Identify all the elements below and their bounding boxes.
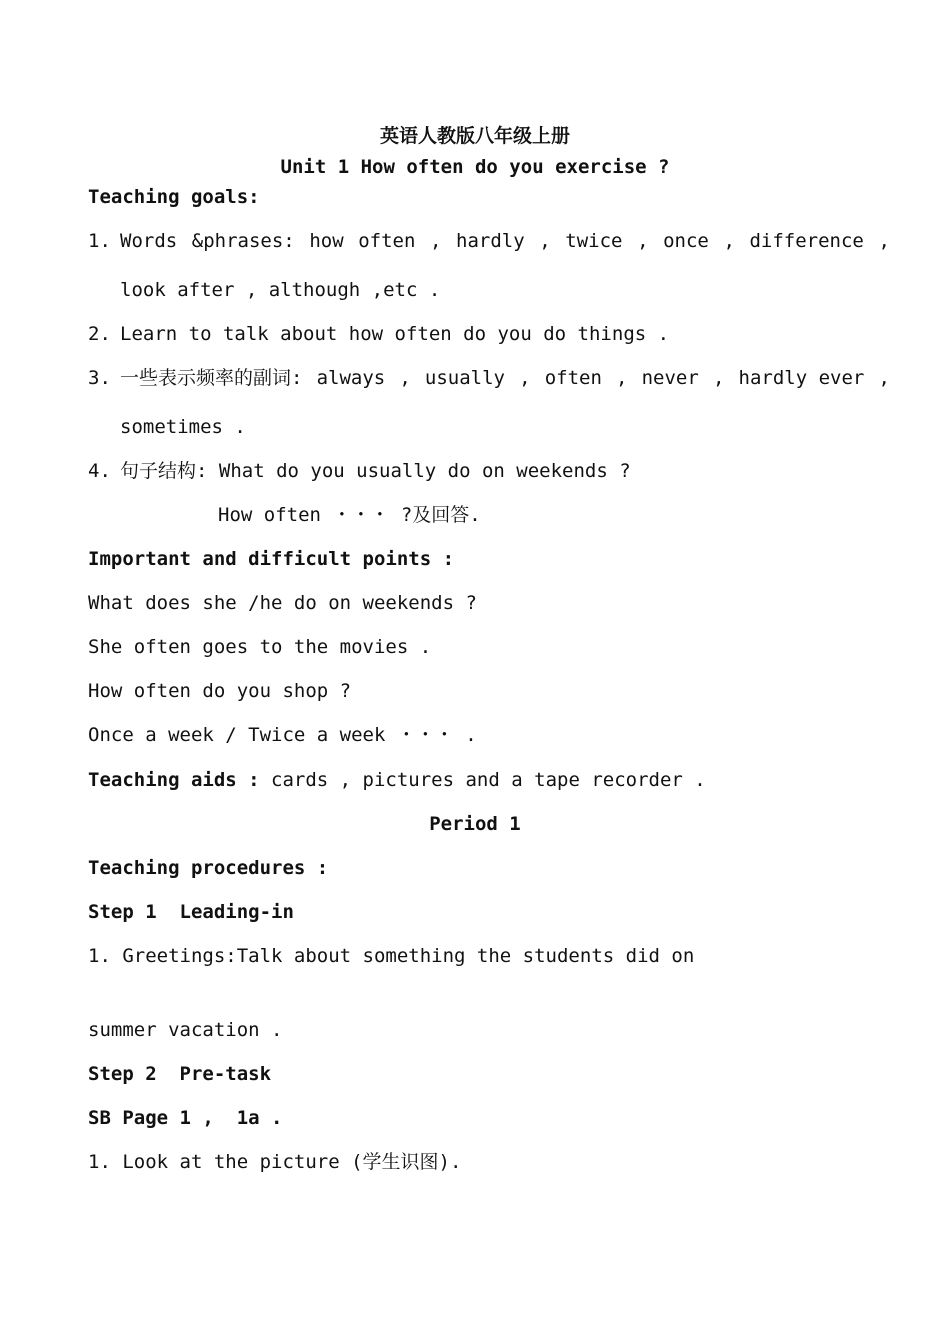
goal-3-token: never: [641, 367, 699, 389]
goal-2-text: Learn to talk about how often do you do things .: [120, 323, 670, 345]
goal-3-token: ,: [519, 367, 531, 389]
goal-3-token: hardly ever: [738, 367, 865, 389]
goal-1-token: &phrases:: [191, 230, 295, 252]
teaching-aids-text: cards , pictures and a tape recorder .: [259, 769, 706, 791]
goal-4-line-1: 句子结构: What do you usually do on weekends ?: [120, 460, 631, 482]
teaching-aids-line: [88, 768, 706, 792]
important-point-line: Once a week / Twice a week ・・・ .: [88, 724, 477, 746]
goal-1-token: hardly: [456, 230, 525, 252]
goal-3-token: ,: [399, 367, 411, 389]
teaching-aids-label: Teaching aids :: [88, 769, 260, 791]
goal-4-line-2: How often ・・・ ?及回答.: [218, 504, 481, 526]
important-point-line: What does she /he do on weekends ?: [88, 592, 477, 614]
goal-3-line-1: [120, 366, 890, 390]
goal-1-line-1: [120, 229, 890, 253]
goal-3-token: ,: [712, 367, 725, 389]
goal-1-token: twice: [565, 230, 623, 252]
goal-1-token: often: [358, 230, 416, 252]
step-1-item-continued: summer vacation .: [88, 1019, 283, 1041]
goal-3-token: ,: [878, 367, 890, 389]
sb-page-reference: SB Page 1 , 1a .: [88, 1107, 283, 1129]
unit-title: Unit 1 How often do you exercise ?: [280, 156, 670, 178]
step-2-item: 1. Look at the picture (学生识图).: [88, 1151, 462, 1173]
goal-1-number: 1.: [88, 230, 111, 252]
goal-3-token: often: [544, 367, 602, 389]
goal-1-token: Words: [120, 230, 178, 252]
goal-4-number: 4.: [88, 460, 111, 482]
goal-1-line-2: look after , although ,etc .: [120, 279, 441, 301]
step-2-heading: Step 2 Pre-task: [88, 1063, 272, 1085]
goal-1-token: how: [309, 230, 344, 252]
goal-1-token: ,: [430, 230, 442, 252]
procedures-heading: Teaching procedures :: [88, 857, 329, 879]
goal-1-token: ,: [723, 230, 735, 252]
goal-3-token: 一些表示频率的副词:: [120, 367, 303, 389]
period-heading: Period 1: [429, 813, 521, 835]
goal-1-token: once: [663, 230, 709, 252]
goal-3-token: usually: [424, 367, 505, 389]
document-title-cn: 英语人教版八年级上册: [379, 125, 570, 147]
goal-3-token: always: [316, 367, 386, 389]
important-point-line: How often do you shop ?: [88, 680, 352, 702]
goal-2-number: 2.: [88, 323, 111, 345]
goal-1-token: ,: [637, 230, 649, 252]
goal-1-token: difference: [749, 230, 864, 252]
goal-1-token: ,: [539, 230, 551, 252]
important-point-line: She often goes to the movies .: [88, 636, 432, 658]
goal-3-token: ,: [616, 367, 628, 389]
goal-3-number: 3.: [88, 367, 111, 389]
teaching-goals-heading: Teaching goals:: [88, 186, 260, 208]
step-1-item: 1. Greetings:Talk about something the students did on: [88, 945, 695, 967]
goal-1-token: ,: [878, 230, 890, 252]
goal-3-line-2: sometimes .: [120, 416, 246, 438]
step-1-heading: Step 1 Leading-in: [88, 901, 294, 923]
important-points-heading: Important and difficult points :: [88, 548, 455, 570]
